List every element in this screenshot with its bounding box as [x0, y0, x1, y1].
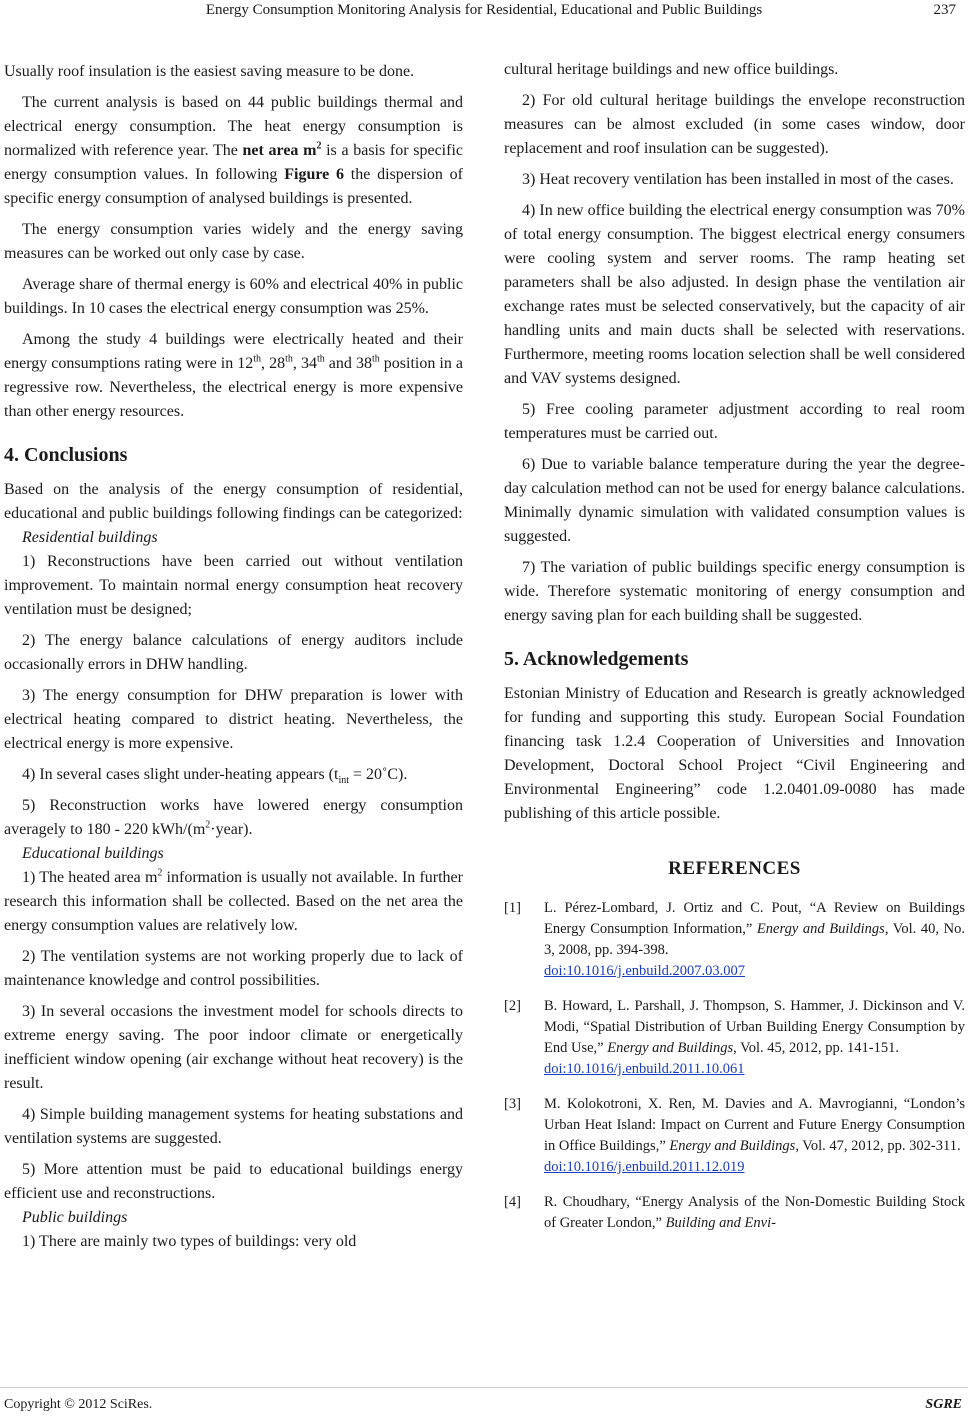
- references-title: REFERENCES: [668, 858, 801, 879]
- subheading: Educational buildings: [22, 845, 164, 862]
- left-column: [4, 60, 463, 1261]
- paragraph: 5) Free cooling parameter adjustment according to real room temperatures must be carried out.: [504, 401, 965, 442]
- paragraph: 3) Heat recovery ventilation has been installed in most of the cases.: [522, 171, 954, 188]
- paragraph: 3) In several occasions the investment model for schools directs to extreme energy saving. The poor indoor climate or energetically inefficient window opening (air exchange without heat recovery) is the result.: [4, 1003, 463, 1092]
- section-heading: 5. Acknowledgements: [504, 648, 689, 670]
- paragraph: 4) In new office building the electrical energy consumption was 70% of total energy consumption. The biggest electrical energy consumers were cooling system and server rooms. The ramp heating set parameters shall be also adjusted. In design phase the ventilation air exchange rates must be selected conservatively, but the capacity of air handling units and main ducts shall be selected with reservations. Furthermore, meeting rooms location selection shall be well considered and VAV systems designed.: [504, 202, 965, 387]
- doi-link[interactable]: doi:10.1016/j.enbuild.2007.03.007: [544, 963, 745, 979]
- running-header-title: Energy Consumption Monitoring Analysis for Residential, Educational and Public Buildings: [205, 2, 763, 18]
- paragraph: Usually roof insulation is the easiest saving measure to be done.: [4, 63, 415, 80]
- paragraph: 5) More attention must be paid to educational buildings energy efficient use and reconstructions.: [4, 1161, 463, 1202]
- paragraph: 5) Reconstruction works have lowered energy consumption averagely to 180 - 220 kWh/$(m^2\cdot year)$.: [4, 797, 463, 838]
- paragraph: 4) In several cases slight under-heating appears ($t_{int}$ = 20˚C).: [22, 766, 408, 787]
- paragraph: 1) There are mainly two types of buildings: very old: [22, 1233, 357, 1250]
- subheading: Public buildings: [22, 1209, 128, 1226]
- reference-item: [1] L. Pérez-Lombard, J. Ortiz and C. Pout, “A Review on Buildings Energy Consumption Information,” Energy and Buildings, Vol. 40, No. 3, 2008, pp. 394-398. doi:10.1016/j.enbuild.2007.03.007: [504, 900, 966, 979]
- doi-link[interactable]: doi:10.1016/j.enbuild.2011.12.019: [544, 1159, 745, 1175]
- paragraph: 6) Due to variable balance temperature during the year the degree-day calculation method can not be used for energy balance calculations. Minimally dynamic simulation with validated consumption values is suggested.: [504, 456, 965, 545]
- journal-abbreviation: SGRE: [925, 1397, 962, 1412]
- subheading: Residential buildings: [22, 529, 158, 546]
- paragraph: 2) The ventilation systems are not working properly due to lack of maintenance knowledge and control possibilities.: [4, 948, 463, 989]
- reference-item: [2] B. Howard, L. Parshall, J. Thompson, S. Hammer, J. Dickinson and V. Modi, “Spatial Distribution of Urban Building Energy Consumption by End Use,” Energy and Buildings, Vol. 45, 2012, pp. 141-151. doi:10.1016/j.enbuild.2011.10.061: [504, 998, 965, 1077]
- paragraph: Based on the analysis of the energy consumption of residential, educational and public buildings following findings can be categorized:: [4, 481, 463, 522]
- section-heading: 4. Conclusions: [4, 444, 128, 466]
- paragraph: 4) Simple building management systems for heating substations and ventilation systems are suggested.: [4, 1106, 463, 1147]
- paragraph: 2) The energy balance calculations of energy auditors include occasionally errors in DHW handling.: [4, 632, 463, 673]
- page-number: 237: [933, 2, 956, 18]
- reference-item: [3] M. Kolokotroni, X. Ren, M. Davies and A. Mavrogianni, “London’s Urban Heat Island: Impact on Current and Future Energy Consumption in Office Buildings,” Energy and Buildings, Vol. 47, 2012, pp. 302-311. doi:10.1016/j.enbuild.2011.12.019: [504, 1096, 965, 1175]
- paragraph: The current analysis is based on 44 public buildings thermal and electrical energy consumption. The heat energy consumption is normalized with reference year. The net area $m^2$ is a basis for specific energy consumption values. In following Figure 6 the dispersion of specific energy consumption of analysed buildings is presented.: [4, 94, 464, 207]
- paragraph: 1) Reconstructions have been carried out without ventilation improvement. To maintain normal energy consumption heat recovery ventilation must be designed;: [4, 553, 463, 618]
- reference-item: [4] R. Choudhary, “Energy Analysis of the Non-Domestic Building Stock of Greater London,” Building and Envi-: [504, 1194, 965, 1231]
- footer-divider: [0, 1387, 968, 1388]
- paragraph: 1) The heated area $m^2$ information is usually not available. In further research this information shall be collected. Based on the net area the energy consumption values are relatively low.: [4, 867, 463, 934]
- paragraph: 2) For old cultural heritage buildings the envelope reconstruction measures can be almost excluded (in some cases window, door replacement and roof insulation can be suggested).: [504, 92, 965, 157]
- doi-link[interactable]: doi:10.1016/j.enbuild.2011.10.061: [544, 1061, 745, 1077]
- paragraph: Average share of thermal energy is 60% and electrical 40% in public buildings. In 10 cases the electrical energy consumption was 25%.: [4, 276, 463, 317]
- paragraph: Among the study 4 buildings were electrically heated and their energy consumptions rating were in 12th, 28th, 34th and 38th position in a regressive row. Nevertheless, the electrical energy is more expensive than other energy resources.: [4, 331, 464, 420]
- paragraph: Estonian Ministry of Education and Research is greatly acknowledged for funding and supporting this study. European Social Foundation financing task 1.2.4 Cooperation of Universities and Innovation Development, Doctoral School Project “Civil Engineering and Environmental Engineering” code 1.2.0401.09-0080 has made publishing of this article possible.: [504, 685, 965, 822]
- right-column: [504, 58, 965, 1248]
- paragraph: cultural heritage buildings and new office buildings.: [504, 61, 839, 78]
- copyright-notice: Copyright © 2012 SciRes.: [4, 1397, 153, 1412]
- paragraph: 3) The energy consumption for DHW preparation is lower with electrical heating compared to district heating. Nevertheless, the electrical energy is more expensive.: [4, 687, 463, 752]
- paragraph: The energy consumption varies widely and the energy saving measures can be worked out only case by case.: [4, 221, 463, 262]
- paragraph: 7) The variation of public buildings specific energy consumption is wide. Therefore systematic monitoring of energy consumption and energy saving plan for each building shall be suggested.: [504, 559, 965, 624]
